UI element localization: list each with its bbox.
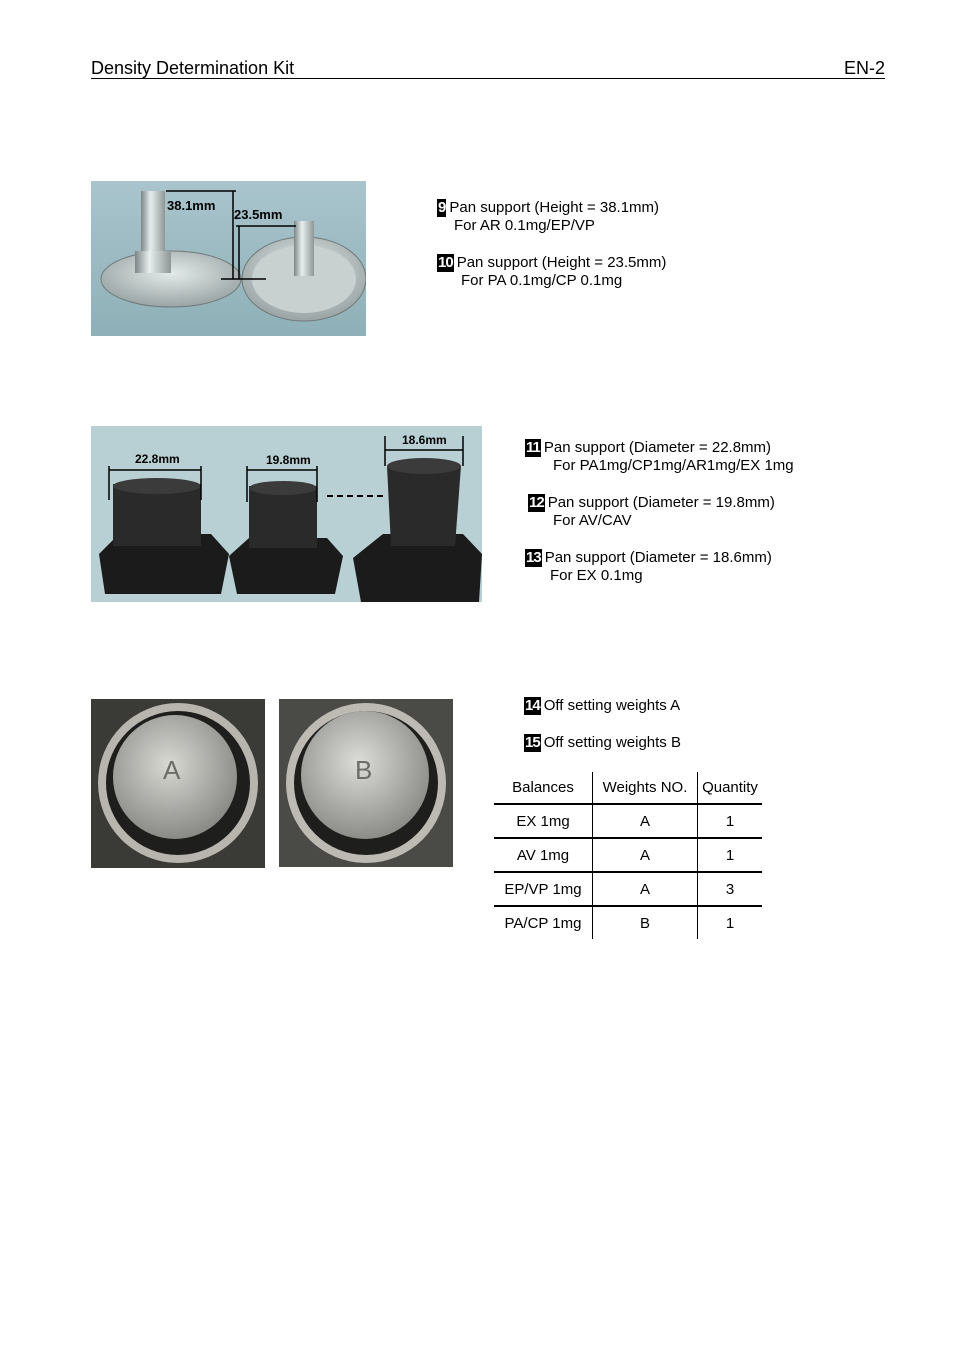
pan-support-diameter-photo — [91, 426, 482, 602]
weights-table — [494, 772, 762, 939]
pan-support-height-photo — [91, 181, 366, 336]
list-item: 13 Pan support (Diameter = 18.6mm) For EX 0.1mg — [526, 549, 772, 584]
table-header: Weights NO. — [593, 772, 698, 804]
list-item: 9 Pan support (Height = 38.1mm) For AR 0.1mg/EP/VP — [438, 199, 660, 234]
table-cell: A — [593, 804, 698, 838]
offsetting-weight-b-photo — [279, 699, 453, 867]
list-item: 15 Off setting weights B — [525, 734, 681, 751]
table-cell: A — [593, 838, 698, 872]
page-header — [91, 58, 885, 79]
list-item: 11 Pan support (Diameter = 22.8mm) For PA1mg/CP1mg/AR1mg/EX 1mg — [526, 439, 794, 474]
table-header-row — [494, 772, 762, 804]
table-cell: AV 1mg — [494, 838, 593, 872]
height-label-b: 23.5mm — [234, 207, 283, 222]
table-row — [494, 838, 762, 872]
item-number: 9 — [438, 199, 446, 216]
height-label-a: 38.1mm — [167, 198, 216, 213]
diameter-label-b: 19.8mm — [266, 453, 311, 467]
table-row — [494, 872, 762, 906]
weight-letter-b: B — [355, 755, 373, 785]
table-cell: EP/VP 1mg — [494, 872, 593, 906]
list-item: 10 Pan support (Height = 23.5mm) For PA 0.1mg/CP 0.1mg — [438, 254, 667, 289]
document-title: Density Determination Kit — [91, 58, 295, 78]
weight-letter-a: A — [163, 755, 181, 785]
offsetting-weight-a-photo — [91, 699, 265, 868]
table-cell: 1 — [698, 804, 763, 838]
item-number: 14 — [525, 697, 540, 714]
table-cell: A — [593, 872, 698, 906]
diameter-label-a: 22.8mm — [135, 452, 180, 466]
table-row — [494, 804, 762, 838]
list-item: 14 Off setting weights A — [525, 697, 681, 714]
table-cell: 1 — [725, 914, 735, 932]
table-cell: 3 — [698, 872, 763, 906]
table-cell: PA/CP 1mg — [494, 906, 593, 939]
item-number: 10 — [438, 254, 453, 271]
page-number: EN-2 — [843, 58, 885, 78]
item-number: 13 — [526, 549, 541, 566]
table-cell: B — [593, 906, 698, 939]
item-number: 11 — [526, 439, 540, 456]
table-cell: 1 — [698, 838, 763, 872]
table-header: Balances — [494, 772, 593, 804]
item-number: 15 — [525, 734, 540, 751]
table-cell: EX 1mg — [494, 804, 593, 838]
diameter-label-c: 18.6mm — [402, 433, 447, 447]
table-row — [494, 906, 762, 939]
item-number: 12 — [529, 494, 544, 511]
table-header: Quantity — [698, 772, 763, 804]
list-item: 12 Pan support (Diameter = 19.8mm) For AV/CAV — [529, 494, 775, 529]
